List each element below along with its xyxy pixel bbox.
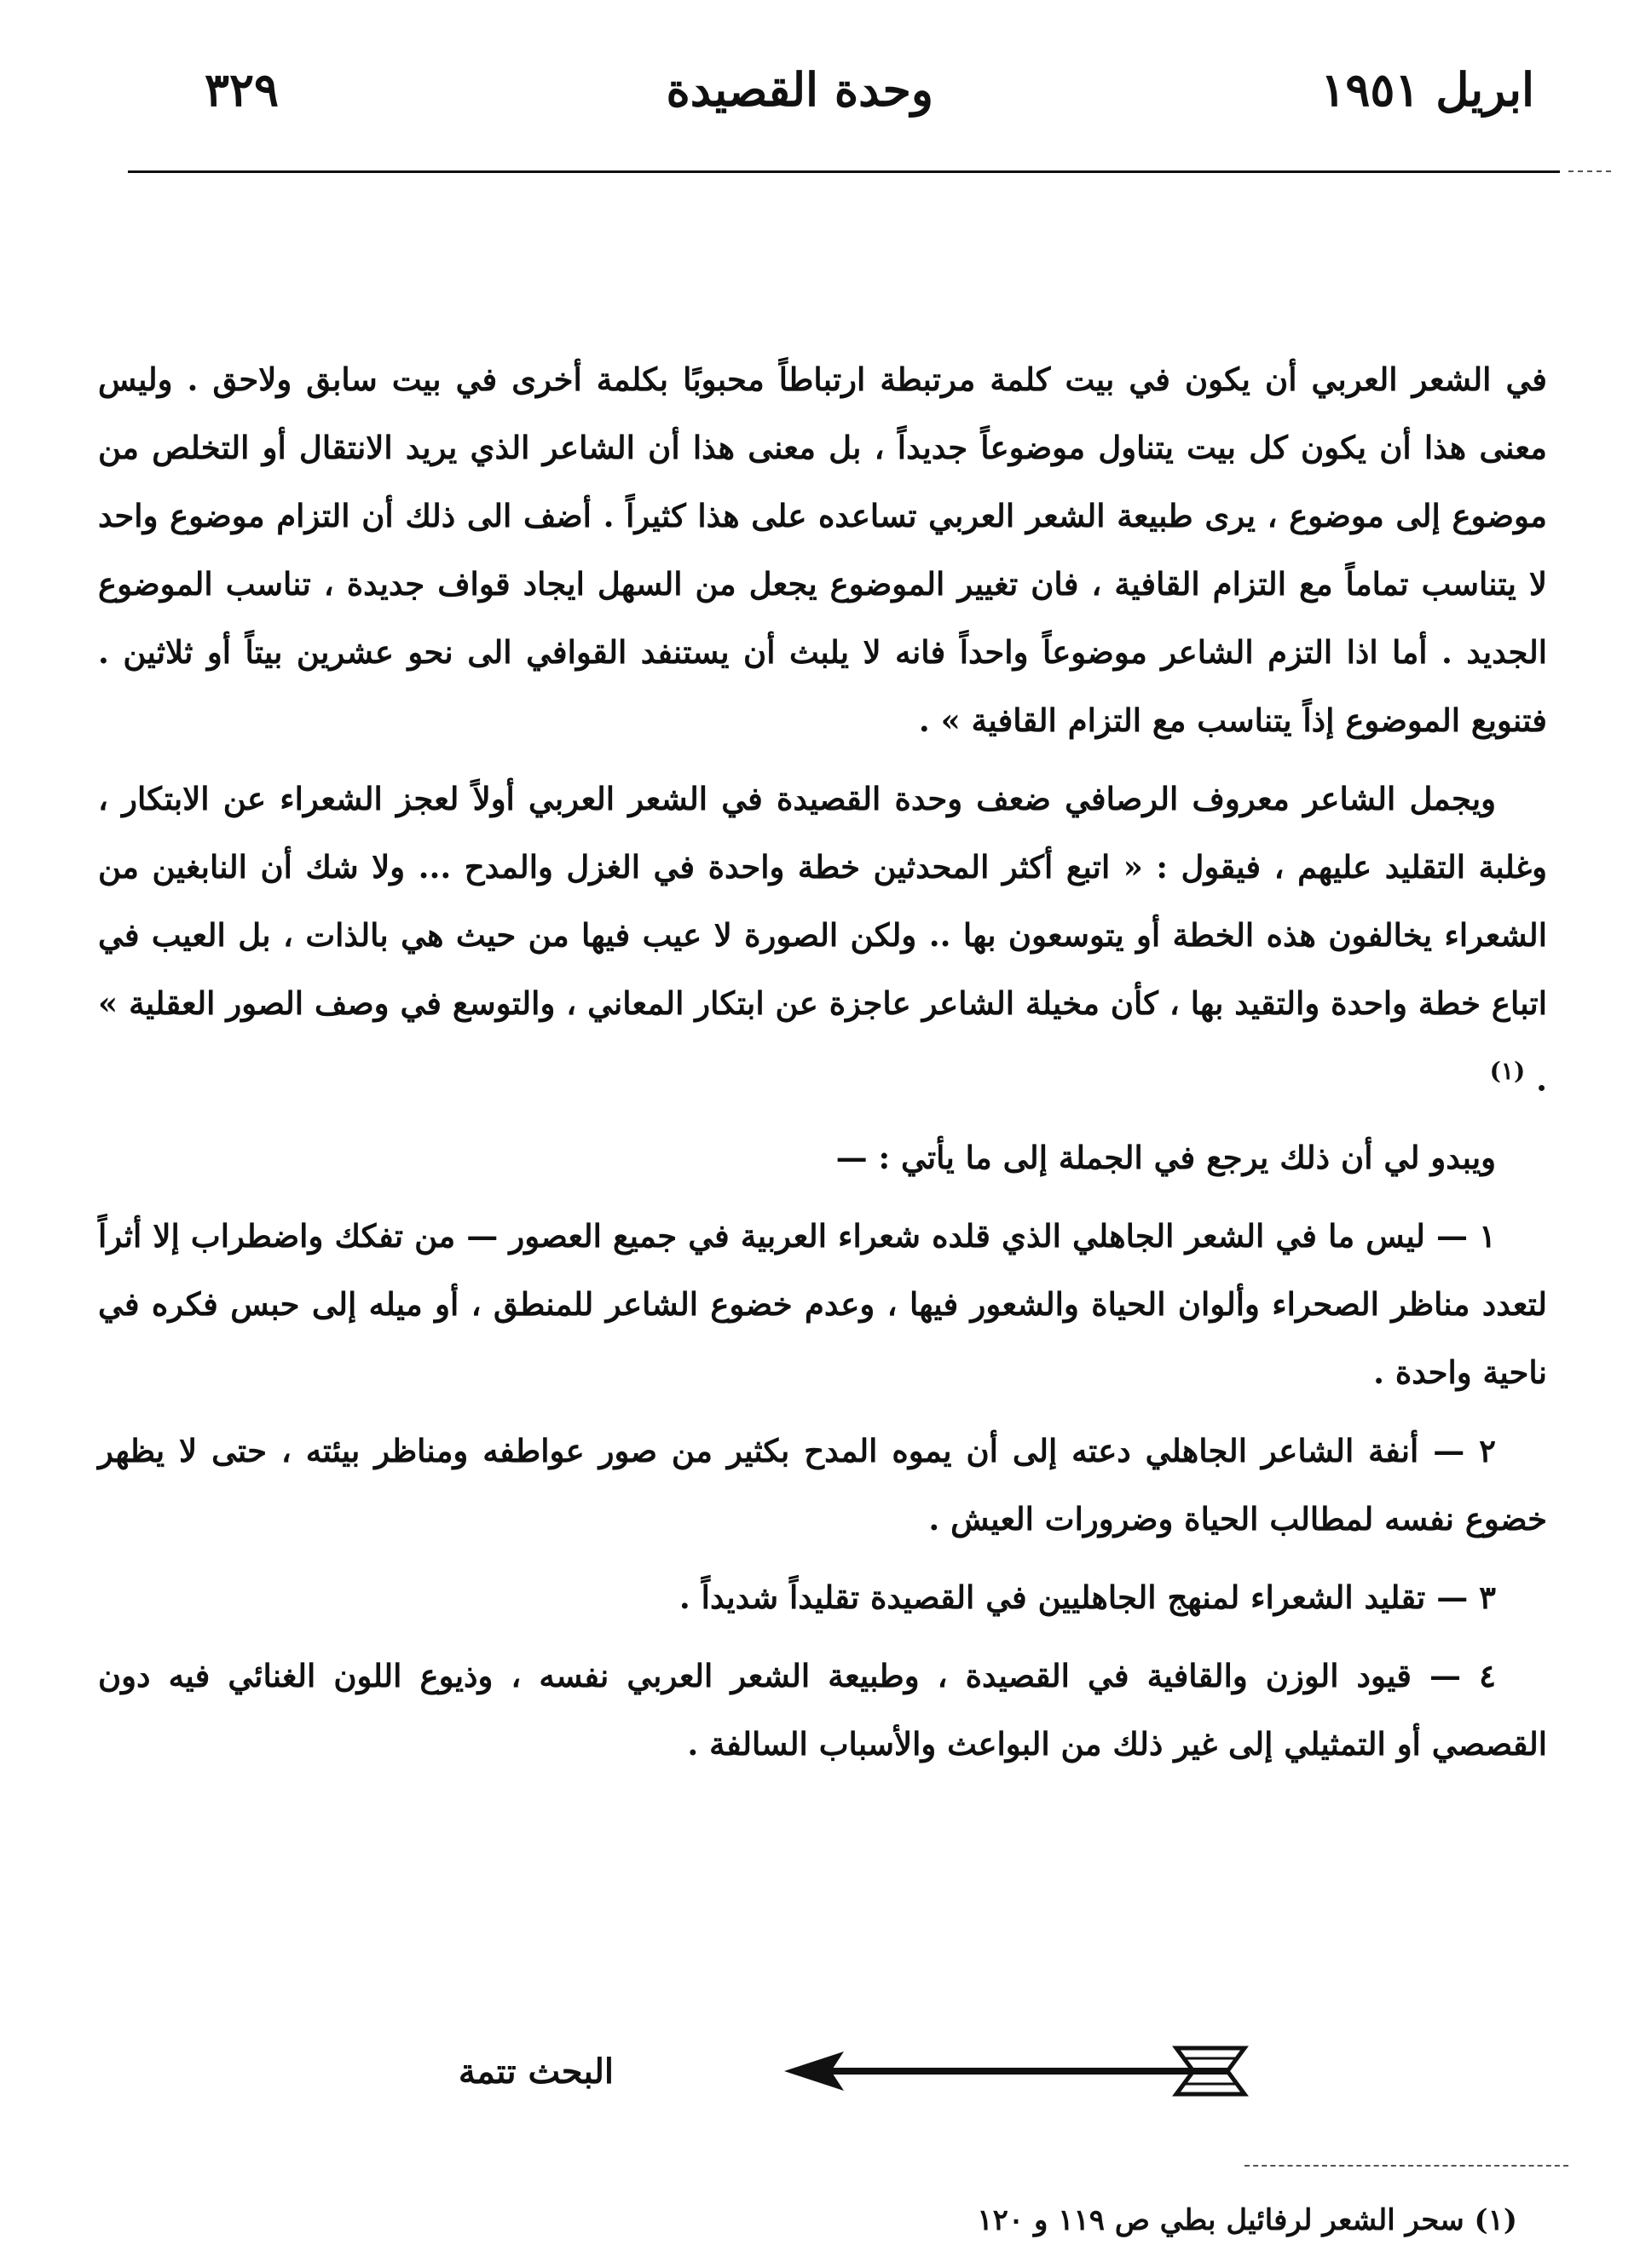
list-item-4: ٤ — قيود الوزن والقافية في القصيدة ، وطبيعة الشعر العربي نفسه ، وذيوع اللون الغنائي فيه دون القصصي أو التمثيلي إلى غير ذلك من البواعث والأسباب السالفة . (98, 1657, 1547, 1763)
footnote: (١) سحر الشعر لرفائيل بطي ص ١١٩ و ١٢٠ (977, 2203, 1517, 2237)
header-rule (128, 170, 1560, 173)
continuation-label: البحث تتمة (458, 2051, 614, 2092)
list-intro: ويبدو لي أن ذلك يرجع في الجملة إلى ما يأتي : — (835, 1139, 1496, 1177)
body-text (98, 345, 1547, 1788)
running-header (205, 51, 1534, 128)
page-number: ٣٢٩ (205, 62, 280, 117)
header-title: وحدة القصيدة (666, 62, 933, 117)
continuation-mark (324, 2029, 1262, 2114)
list-item-3: ٣ — تقليد الشعراء لمنهج الجاهليين في القصيدة تقليداً شديداً . (679, 1578, 1496, 1617)
header-rule-tail (1568, 170, 1611, 174)
paragraph-2 (98, 765, 1547, 1113)
footnote-rule (1244, 2165, 1568, 2167)
list-item-1: ١ — ليس ما في الشعر الجاهلي الذي قلده شعراء العربية في جميع العصور — من تفكك واضطراب إلا أثراً لتعدد مناظر الصحراء وألوان الحياة والشعور فيها ، وعدم خضوع الشاعر للمنطق ، أو ميله إلى حبس فكره في ناحية واحدة . (98, 1217, 1547, 1392)
header-date: ابريل ١٩٥١ (1320, 62, 1534, 117)
paragraph-1: في الشعر العربي أن يكون في بيت كلمة مرتبطة ارتباطاً محبوبًا بكلمة أخرى في بيت سابق ولاحق . وليس معنى هذا أن يكون كل بيت يتناول موضوعاً جديداً ، بل معنى هذا أن الشاعر الذي يريد الانتقال أو التخلص من موضوع إلى موضوع ، يرى طبيعة الشعر العربي تساعده على هذا كثيراً . أضف الى ذلك أن التزام موضوع واحد لا يتناسب تماماً مع التزام القافية ، فان تغيير الموضوع يجعل من السهل ايجاد قواف جديدة ، تناسب الموضوع الجديد . أما اذا التزم الشاعر موضوعاً واحداً فانه لا يلبث أن يستنفد القوافي الى نحو عشرين بيتاً أو ثلاثين . فتنويع الموضوع إذاً يتناسب مع التزام القافية » . (98, 361, 1547, 739)
paragraph-2-text: ويجمل الشاعر معروف الرصافي ضعف وحدة القصيدة في الشعر العربي أولاً لعجز الشعراء عن الابتكار ، وغلبة التقليد عليهم ، فيقول : « اتبع أكثر المحدثين خطة واحدة في الغزل والمدح ... ولا شك أن النابغين من الشعراء يخالفون هذه الخطة أو يتوسعون بها .. ولكن الصورة لا عيب فيها من حيث هي بالذات ، بل العيب في اتباع خطة واحدة والتقيد بها ، كأن مخيلة الشاعر عاجزة عن ابتكار المعاني ، والتوسع في وصف الصور العقلية » . (98, 780, 1547, 1099)
list-item-2: ٢ — أنفة الشاعر الجاهلي دعته إلى أن يموه المدح بكثير من صور عواطفه ومناظر بيئته ، حتى لا يظهر خضوع نفسه لمطالب الحياة وضرورات العيش . (98, 1432, 1547, 1538)
left-arrow-icon (784, 2041, 1262, 2101)
footnote-reference: (١) (1489, 1057, 1526, 1085)
